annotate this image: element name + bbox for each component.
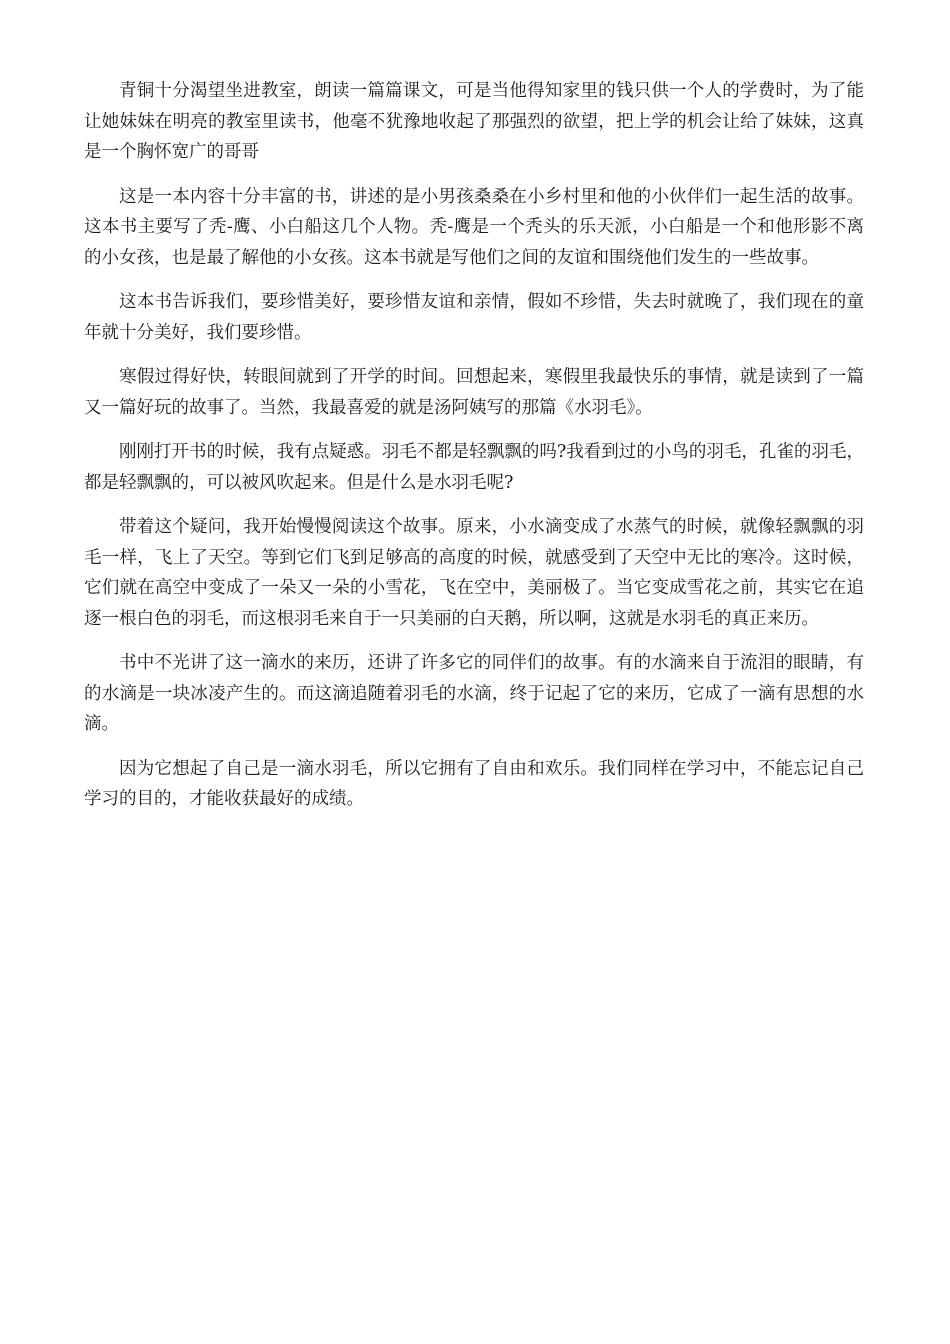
paragraph: 带着这个疑问，我开始慢慢阅读这个故事。原来，小水滴变成了水蒸气的时候，就像轻飘飘的羽毛一样，飞上了天空。等到它们飞到足够高的高度的时候，就感受到了天空中无比的寒冷。这时候，它们就在高空中变成了一朵又一朵的小雪花，飞在空中，美丽极了。当它变成雪花之前，其实它在追逐一根白色的羽毛，而这根羽毛来自于一只美丽的白天鹅，所以啊，这就是水羽毛的真正来历。: [84, 517, 864, 629]
paragraph: 寒假过得好快，转眼间就到了开学的时间。回想起来，寒假里我最快乐的事情，就是读到了一篇又一篇好玩的故事了。当然，我最喜爱的就是汤阿姨写的那篇《水羽毛》。: [84, 367, 864, 418]
paragraph: 这本书告诉我们，要珍惜美好，要珍惜友谊和亲情，假如不珍惜，失去时就晚了，我们现在的童年就十分美好，我们要珍惜。: [84, 292, 864, 343]
paragraph: 刚刚打开书的时候，我有点疑惑。羽毛不都是轻飘飘的吗?我看到过的小鸟的羽毛，孔雀的羽毛，都是轻飘飘的，可以被风吹起来。但是什么是水羽毛呢?: [84, 442, 864, 493]
paragraph: 这是一本内容十分丰富的书，讲述的是小男孩桑桑在小乡村里和他的小伙伴们一起生活的故事。这本书主要写了秃-鹰、小白船这几个人物。秃-鹰是一个秃头的乐天派，小白船是一个和他形影不离的小女孩，也是最了解他的小女孩。这本书就是写他们之间的友谊和围绕他们发生的一些故事。: [84, 186, 864, 268]
paragraph: 因为它想起了自己是一滴水羽毛，所以它拥有了自由和欢乐。我们同样在学习中，不能忘记自己学习的目的，才能收获最好的成绩。: [84, 758, 864, 809]
paragraph: 书中不光讲了这一滴水的来历，还讲了许多它的同伴们的故事。有的水滴来自于流泪的眼睛，有的水滴是一块冰凌产生的。而这滴追随着羽毛的水滴，终于记起了它的来历，它成了一滴有思想的水滴。: [84, 653, 864, 734]
document-body: [84, 76, 864, 829]
paragraph: 青铜十分渴望坐进教室，朗读一篇篇课文，可是当他得知家里的钱只供一个人的学费时，为了能让她妹妹在明亮的教室里读书，他毫不犹豫地收起了那强烈的欲望，把上学的机会让给了妹妹，这真是一个胸怀宽广的哥哥: [84, 81, 864, 162]
